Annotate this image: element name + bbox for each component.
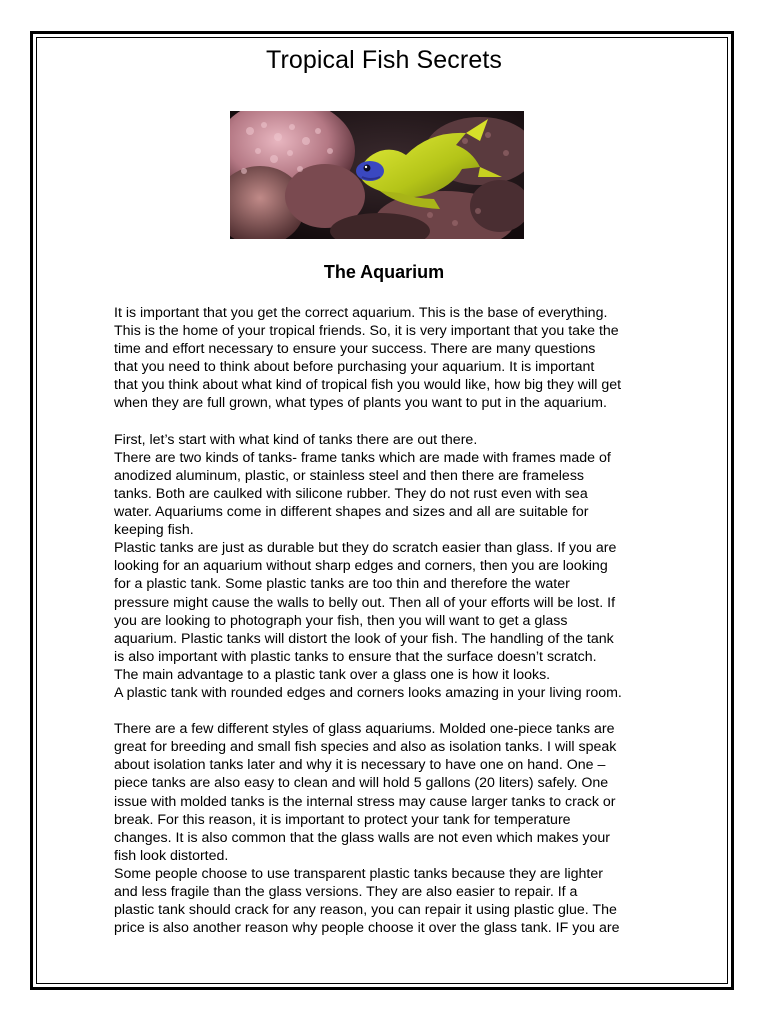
text-line: aquarium. Plastic tanks will distort the look of your fish. The handling of the tank [114,630,614,647]
text-line: that you think about what kind of tropical fish you would like, how big they will get [114,377,622,394]
text-line: looking for an aquarium without sharp edges and corners, then you are looking [114,558,608,575]
text-line: There are a few different styles of glass aquariums. Molded one-piece tanks are [114,721,615,738]
text-line: There are two kinds of tanks- frame tanks which are made with frames made of [114,449,611,466]
text-line: It is important that you get the correct aquarium. This is the base of everything. [114,305,608,321]
text-line: changes. It is also common that the glass walls are not even which makes your [114,829,611,846]
text-line: water. Aquariums come in different shapes and sizes and all are suitable for [114,504,589,521]
text-line: Plastic tanks are just as durable but they do scratch easier than glass. If you are [114,540,617,557]
text-line: great for breeding and small fish species and also as isolation tanks. I will speak [114,739,617,756]
text-line: is also important with plastic tanks to ensure that the surface doesn’t scratch. [114,648,597,665]
text-line: that you need to think about before purchasing your aquarium. It is important [114,359,595,376]
text-line: when they are full grown, what types of plants you want to put in the aquarium. [114,395,607,412]
text-line: about isolation tanks later and why it is necessary to have one on hand. One – [114,757,606,774]
text-line: keeping fish. [114,522,194,539]
text-line: This is the home of your tropical friends. So, it is very important that you take the [114,323,619,340]
text-line: tanks. Both are caulked with silicone rubber. They do not rust even with sea [114,485,588,502]
text-line: issue with molded tanks is the internal stress may cause larger tanks to crack or [114,793,616,810]
text-line: pressure might cause the walls to belly out. Then all of your efforts will be lost. If [114,594,616,611]
text-line: The main advantage to a plastic tank over a glass one is how it looks. [114,666,551,683]
body-text [114,304,674,937]
text-line: time and effort necessary to ensure your success. There are many questions [114,341,596,358]
text-line: break. For this reason, it is important to protect your tank for temperature [114,811,571,828]
text-line: piece tanks are also easy to clean and will hold 5 gallons (20 liters) safely. One [114,775,609,792]
text-line: First, let’s start with what kind of tanks there are out there. [114,431,478,448]
text-line: fish look distorted. [114,847,229,864]
text-line: plastic tank should crack for any reason, you can repair it using plastic glue. The [114,902,617,919]
text-line: Some people choose to use transparent plastic tanks because they are lighter [114,865,603,882]
text-line: and less fragile than the glass versions. They are also easier to repair. If a [114,884,578,900]
page-title: Tropical Fish Secrets [266,46,502,74]
angelfish-photo [230,111,524,239]
paragraph-gap [114,702,674,720]
text-line: A plastic tank with rounded edges and corners looks amazing in your living room. [114,684,622,701]
text-line: anodized aluminum, plastic, or stainless steel and then there are frameless [114,467,585,484]
text-line: for a plastic tank. Some plastic tanks are too thin and therefore the water [114,576,570,593]
section-heading: The Aquarium [323,262,445,282]
text-line: you are looking to photograph your fish, then you will want to get a glass [114,612,568,629]
text-line: price is also another reason why people choose it over the glass tank. IF you are [114,920,620,937]
paragraph-gap [114,413,674,431]
